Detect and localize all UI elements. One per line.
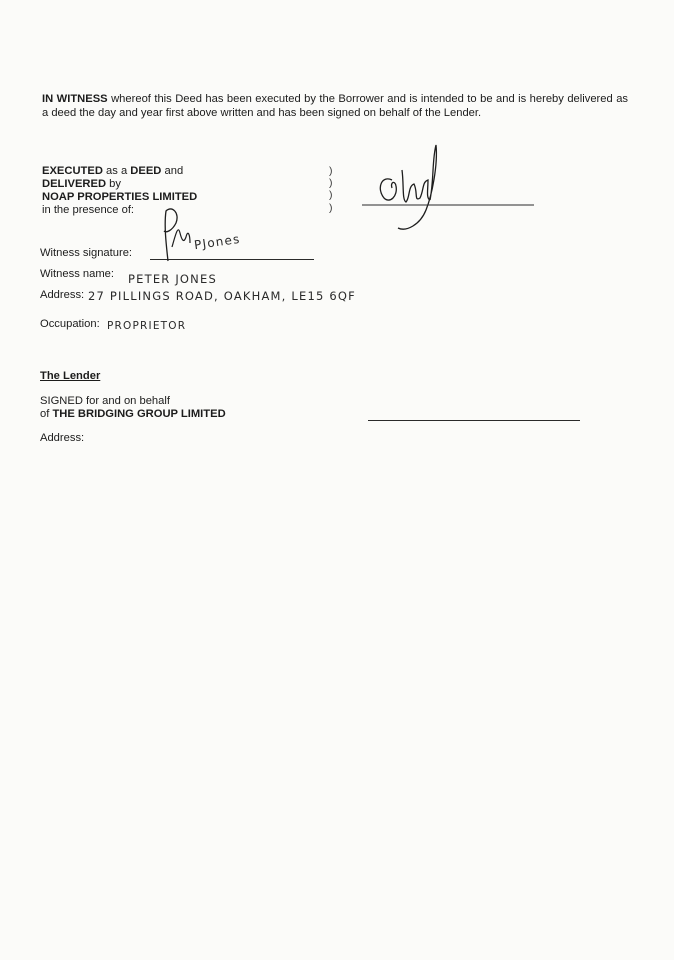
- witness-address-value: 27 PILLINGS ROAD, OAKHAM, LE15 6QF: [88, 289, 356, 303]
- witness-occupation-value: PROPRIETOR: [107, 320, 187, 332]
- lender-heading: The Lender: [40, 370, 101, 382]
- borrower-company-name: NOAP PROPERTIES LIMITED: [42, 191, 198, 203]
- witness-name-label: Witness name:: [40, 268, 114, 280]
- lender-signed-line: SIGNED for and on behalf: [40, 395, 170, 407]
- director-signature: [362, 140, 542, 235]
- executed-label: EXECUTED: [42, 165, 103, 177]
- witness-clause-lead: IN WITNESS: [42, 93, 108, 105]
- witness-address-label: Address:: [40, 289, 85, 301]
- bracket: ): [329, 165, 333, 177]
- witness-clause-text: whereof this Deed has been executed by the Borrower and is intended to be and is hereby delivered as a deed the day and year first above written and has been signed on behalf of the Lender.: [42, 93, 629, 119]
- as-a-text: as a: [106, 165, 128, 177]
- bracket: ): [329, 201, 333, 214]
- witness-occupation-label: Occupation:: [40, 318, 100, 330]
- and-text: and: [164, 165, 184, 177]
- witness-clause: [42, 93, 628, 120]
- witness-signature-text: PJones: [193, 231, 242, 253]
- bracket: ): [329, 177, 333, 190]
- bracket: ): [329, 189, 333, 202]
- presence-text: in the presence of:: [42, 204, 135, 216]
- lender-company-name: THE BRIDGING GROUP LIMITED: [52, 408, 226, 420]
- witness-name-value: PETER JONES: [128, 272, 217, 286]
- witness-signature-label: Witness signature:: [40, 247, 133, 259]
- execution-line-2: [42, 178, 121, 192]
- of-text: of: [40, 408, 50, 420]
- delivered-label: DELIVERED: [42, 178, 107, 190]
- deed-label: DEED: [130, 165, 162, 177]
- lender-signature-line: [368, 420, 580, 421]
- lender-company-line: [40, 408, 226, 422]
- by-text: by: [109, 178, 121, 190]
- execution-line-1: [42, 165, 183, 179]
- lender-address-label: Address:: [40, 432, 85, 444]
- bracket-column: [329, 165, 333, 214]
